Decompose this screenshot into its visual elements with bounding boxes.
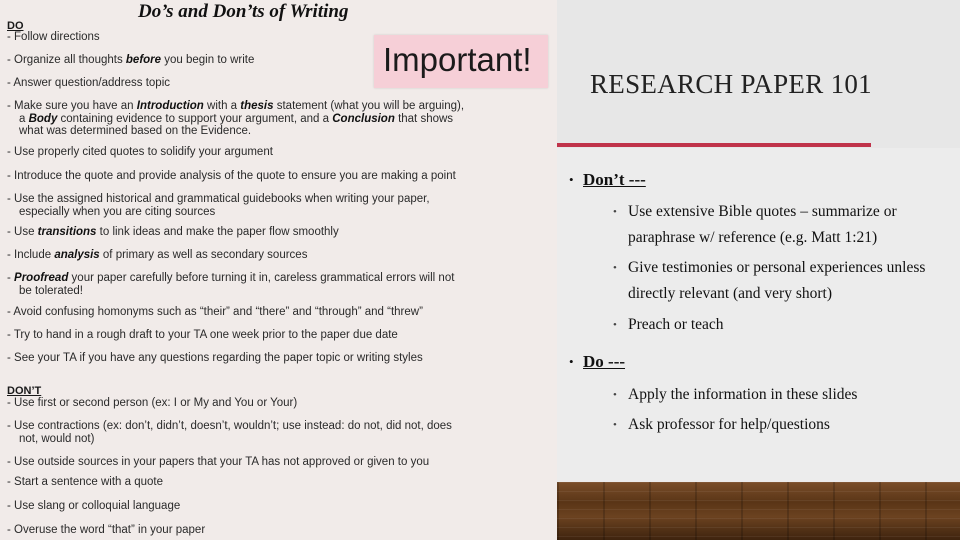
slide-panel [557, 0, 960, 540]
bullet-dot-icon: • [569, 172, 574, 187]
do-item: - Use transitions to link ideas and make the paper flow smoothly [7, 226, 339, 238]
do-bullet [569, 352, 625, 372]
dont-item: - Overuse the word “that” in your paper [7, 524, 206, 536]
dont-item: - Start a sentence with a quote [7, 476, 163, 488]
dont-item: • Give testimonies or personal experiences unless directly relevant (and very short) [613, 255, 943, 307]
do-item: - See your TA if you have any questions regarding the paper topic or writing styles [7, 352, 423, 364]
dont-item: - Use first or second person (ex: I or My and You or Your) [7, 397, 298, 409]
do-item: - Try to hand in a rough draft to your TA one week prior to the paper due date [7, 329, 398, 341]
do-item: - Use the assigned historical and grammatical guidebooks when writing your paper, especially when you are citing sources [7, 193, 430, 218]
do-item: - Introduce the quote and provide analysis of the quote to ensure you are making a point [7, 170, 456, 182]
do-item: - Include analysis of primary as well as secondary sources [7, 249, 308, 261]
bullet-dot-icon: • [613, 419, 617, 431]
dont-item: - Use slang or colloquial language [7, 500, 181, 512]
dont-item: • Use extensive Bible quotes – summarize or paraphrase w/ reference (e.g. Matt 1:21) [613, 199, 943, 251]
do-item: - Avoid confusing homonyms such as “their” and “there” and “through” and “threw” [7, 306, 423, 318]
sticky-note-text: Important! [383, 41, 532, 78]
dont-heading: DON’T [7, 385, 42, 397]
do-item: • Apply the information in these slides [613, 382, 943, 408]
do-item: - Proofread your paper carefully before turning it in, careless grammatical errors will not be tolerated! [7, 272, 455, 297]
bullet-dot-icon: • [613, 389, 617, 401]
dont-item: - Use outside sources in your papers that your TA has not approved or given to you [7, 456, 430, 468]
do-item: - Answer question/address topic [7, 77, 171, 89]
do-item: - Follow directions [7, 31, 100, 43]
bullet-dot-icon: • [569, 354, 574, 369]
title-underline [557, 143, 871, 147]
slide-title: RESEARCH PAPER 101 [590, 69, 872, 99]
wood-floor-decoration [557, 482, 960, 540]
bullet-dot-icon: • [613, 206, 617, 218]
do-item: - Make sure you have an Introduction with a thesis statement (what you will be arguing), a Body containing evidence to support your argument, and a Conclusion that shows what was determined based on the Evidence. [7, 100, 465, 137]
dont-item: • Preach or teach [613, 312, 943, 338]
handout-title: Do’s and Don’ts of Writing [138, 1, 349, 22]
do-item: - Use properly cited quotes to solidify your argument [7, 146, 273, 158]
slide-header [557, 0, 960, 148]
bullet-dot-icon: • [613, 262, 617, 274]
do-item: • Ask professor for help/questions [613, 412, 943, 438]
dont-label: Don’t --- [583, 170, 646, 189]
bullet-dot-icon: • [613, 319, 617, 331]
dont-item: - Use contractions (ex: don’t, didn’t, doesn’t, wouldn’t; use instead: do not, did not, does not, would not) [7, 420, 452, 445]
dont-bullet [569, 170, 646, 190]
sticky-note [374, 35, 548, 88]
do-item: - Organize all thoughts before you begin to write [7, 54, 255, 66]
do-label: Do --- [583, 352, 626, 371]
do-heading: DO [7, 20, 24, 32]
